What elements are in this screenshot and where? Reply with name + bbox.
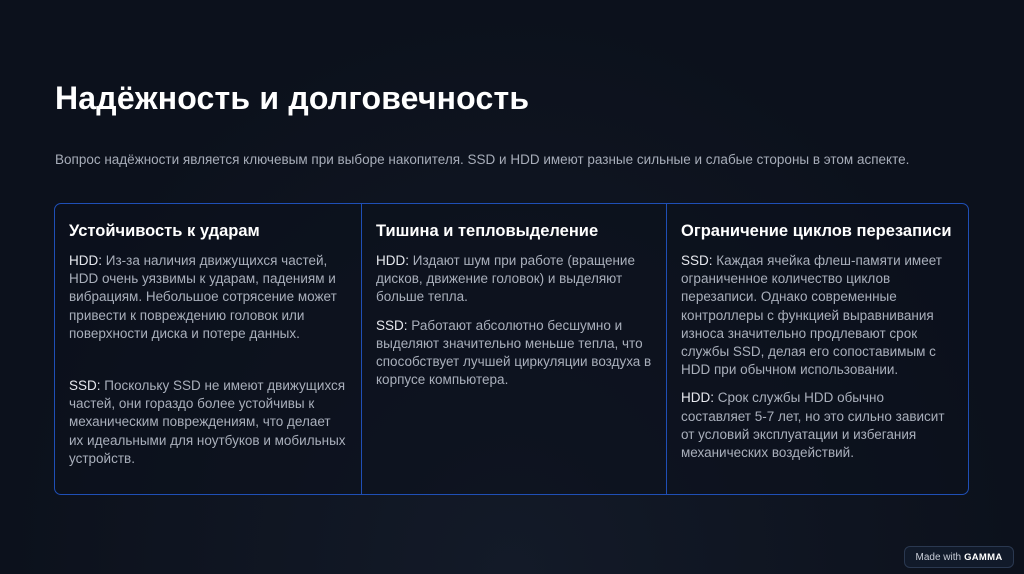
para-text: Каждая ячейка флеш-памяти имеет ограниченное количество циклов перезаписи. Однако современные контроллеры с функцией выравнивания износа значительно продлевают срок службы SSD, делая его сопоставимым с HDD при обычном использовании. [681, 253, 942, 378]
slide-title: Надёжность и долговечность [55, 80, 530, 116]
card-title: Тишина и тепловыделение [376, 222, 599, 240]
card-title: Ограничение циклов перезаписи [681, 222, 952, 240]
para-text: Работают абсолютно бесшумно и выделяют значительно меньше тепла, что способствует лучшей циркуляции воздуха в корпусе компьютера. [376, 317, 652, 388]
gamma-logo: GAMMA [964, 551, 1003, 563]
para-label: HDD: [69, 253, 102, 268]
card-paragraph-ssd [376, 317, 652, 390]
card-shock-resistance [55, 204, 361, 494]
slide-intro: Вопрос надёжности является ключевым при выборе накопителя. SSD и HDD имеют разные сильные и слабые стороны в этом аспекте. [55, 152, 910, 167]
card-rewrite-limits [666, 204, 968, 494]
para-label: SSD: [681, 253, 713, 268]
card-paragraph-ssd [69, 377, 347, 468]
card-paragraph-hdd [376, 252, 652, 307]
badge-prefix: Made with [915, 551, 962, 563]
cards-grid [54, 203, 969, 495]
card-noise-heat [361, 204, 666, 494]
made-with-gamma-badge[interactable] [904, 546, 1014, 568]
para-text: Издают шум при работе (вращение дисков, движение головок) и выделяют больше тепла. [376, 253, 635, 305]
para-text: Срок службы HDD обычно составляет 5-7 лет, но это сильно зависит от условий эксплуатации и избегания механических воздействий. [681, 390, 945, 461]
para-label: HDD: [376, 253, 409, 268]
para-label: SSD: [376, 317, 408, 333]
card-title: Устойчивость к ударам [69, 222, 260, 240]
card-paragraph-hdd [69, 252, 347, 343]
para-text: Из-за наличия движущихся частей, HDD очень уязвимы к ударам, падениям и вибрациям. Небольшое сотрясение может привести к повреждению головок или поверхности диска и потере данных. [69, 253, 337, 341]
card-paragraph-hdd [681, 389, 954, 462]
para-label: SSD: [69, 378, 101, 394]
card-paragraph-ssd [681, 252, 954, 379]
para-label: HDD: [681, 390, 714, 406]
para-text: Поскольку SSD не имеют движущихся частей, они гораздо более устойчивы к механическим повреждениям, что делает их идеальными для ноутбуков и мобильных устройств. [69, 378, 346, 466]
